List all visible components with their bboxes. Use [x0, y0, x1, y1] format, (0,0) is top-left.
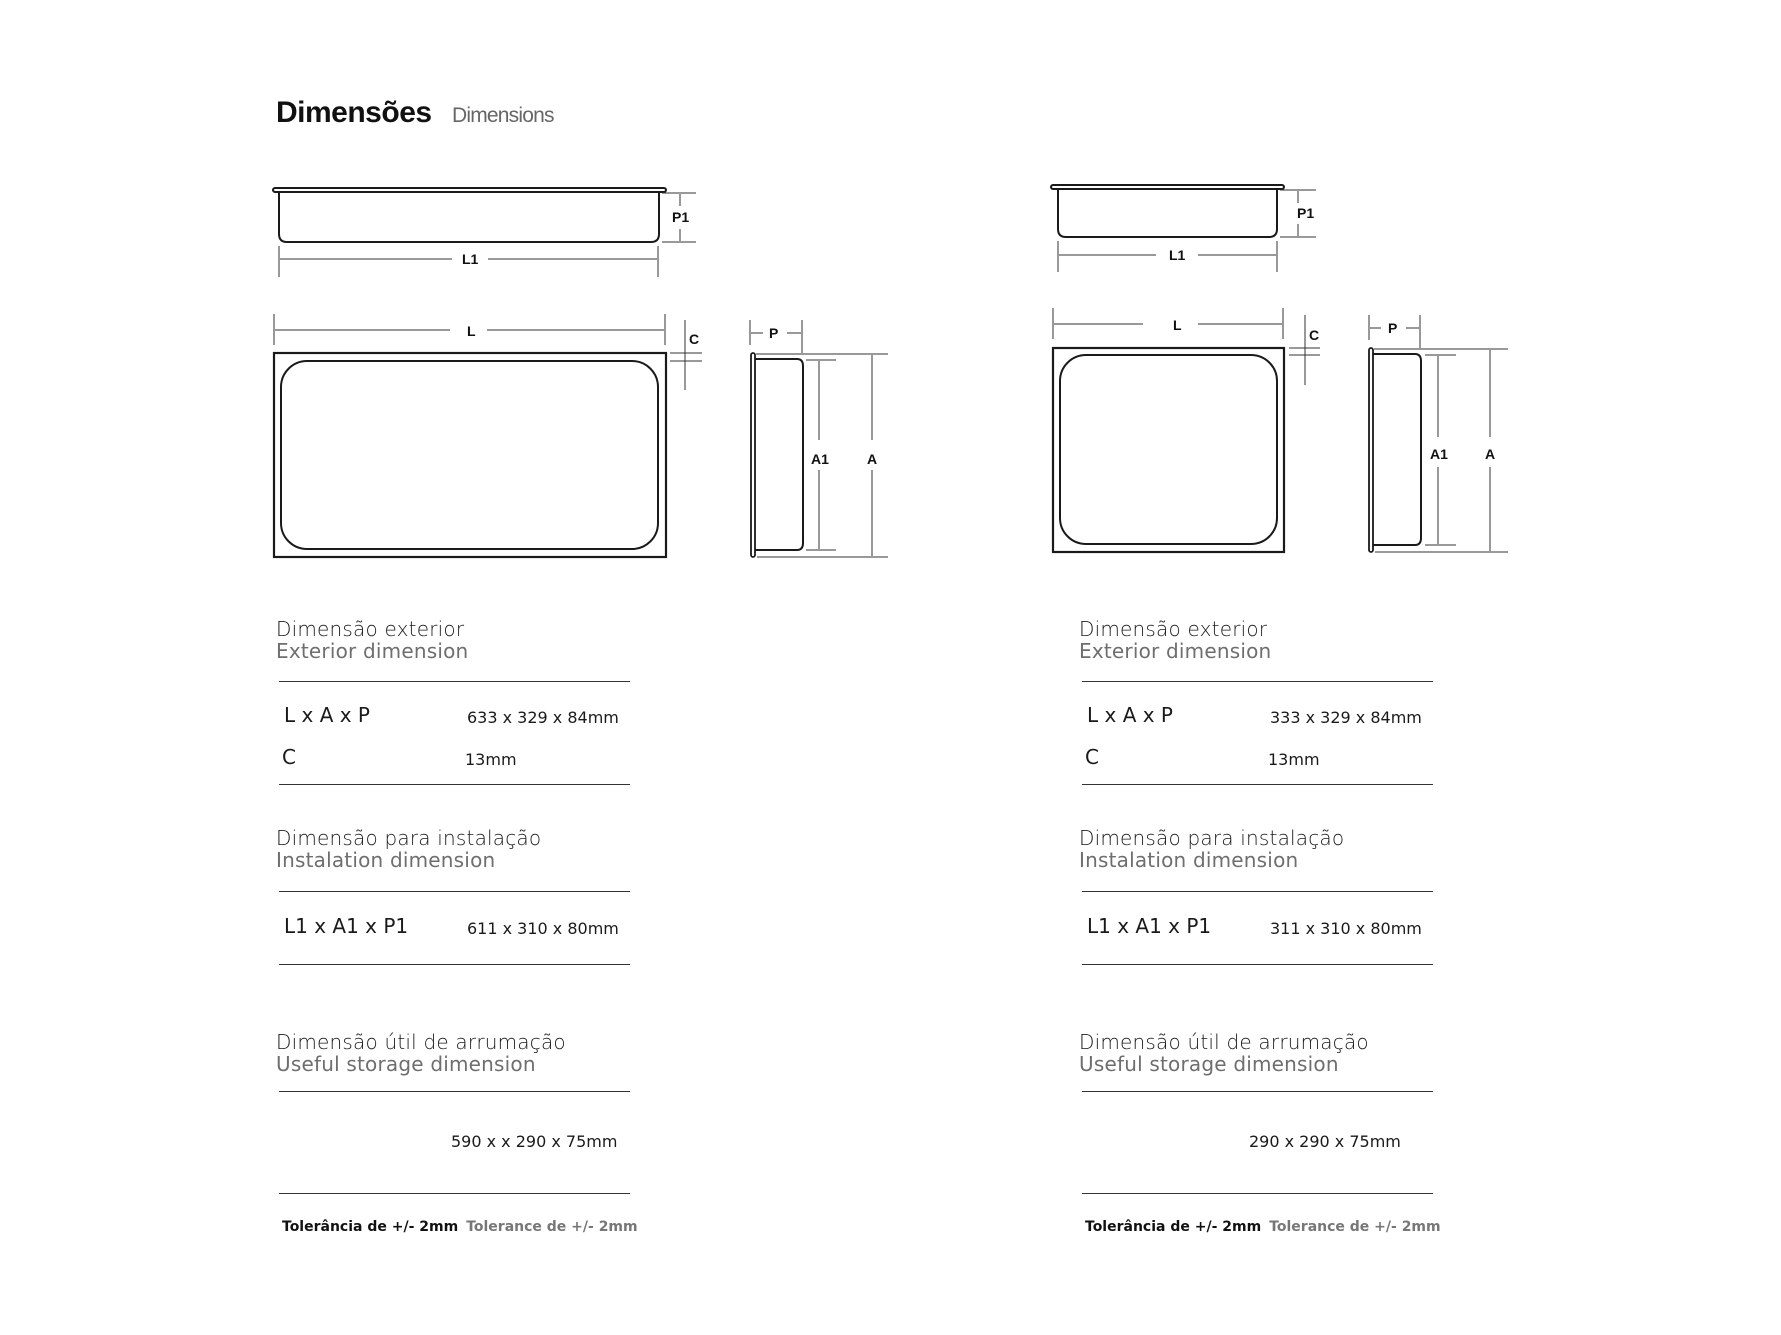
- useful-value: 290 x 290 x 75mm: [1249, 1132, 1401, 1151]
- useful-value: 590 x x 290 x 75mm: [451, 1132, 618, 1151]
- right-label-l1: L1: [1169, 247, 1186, 263]
- left-side-view: [750, 320, 888, 557]
- tolerance-en: Tolerance de +/- 2mm: [1269, 1219, 1441, 1235]
- divider: [1082, 784, 1433, 785]
- exterior-title: Dimensão exterior: [1079, 617, 1268, 641]
- tolerance-pt: Tolerância de +/- 2mm: [1085, 1219, 1262, 1235]
- left-label-p1: P1: [672, 209, 690, 225]
- installation-subtitle: Instalation dimension: [1079, 848, 1299, 872]
- right-top-view: [1053, 308, 1320, 552]
- tolerance-note: [282, 1219, 638, 1235]
- divider: [279, 784, 630, 785]
- exterior-row-value: 333 x 329 x 84mm: [1270, 708, 1422, 727]
- right-front-view: [1051, 185, 1316, 272]
- left-label-l: L: [467, 323, 476, 339]
- exterior-row-value: 13mm: [465, 750, 517, 769]
- tolerance-pt: Tolerância de +/- 2mm: [282, 1219, 459, 1235]
- installation-subtitle: Instalation dimension: [276, 848, 496, 872]
- tolerance-en: Tolerance de +/- 2mm: [466, 1219, 638, 1235]
- divider: [279, 1193, 630, 1194]
- right-label-c: C: [1309, 327, 1320, 343]
- installation-row-label: L1 x A1 x P1: [1087, 914, 1212, 938]
- exterior-subtitle: Exterior dimension: [1079, 639, 1272, 663]
- useful-subtitle: Useful storage dimension: [1079, 1052, 1339, 1076]
- exterior-row-label: L x A x P: [284, 703, 370, 727]
- left-label-c: C: [689, 331, 700, 347]
- installation-row-value: 311 x 310 x 80mm: [1270, 919, 1422, 938]
- exterior-row-label: C: [1085, 745, 1099, 769]
- right-label-a1: A1: [1430, 446, 1448, 462]
- divider: [1082, 1091, 1433, 1092]
- right-side-view: [1369, 315, 1508, 552]
- left-label-a: A: [867, 451, 878, 467]
- exterior-subtitle: Exterior dimension: [276, 639, 469, 663]
- installation-row-label: L1 x A1 x P1: [284, 914, 409, 938]
- useful-subtitle: Useful storage dimension: [276, 1052, 536, 1076]
- installation-title: Dimensão para instalação: [1079, 826, 1345, 850]
- divider: [279, 1091, 630, 1092]
- left-top-view: [274, 314, 702, 557]
- divider: [1082, 891, 1433, 892]
- exterior-title: Dimensão exterior: [276, 617, 465, 641]
- divider: [279, 964, 630, 965]
- left-label-a1: A1: [811, 451, 829, 467]
- divider: [1082, 681, 1433, 682]
- exterior-row-value: 13mm: [1268, 750, 1320, 769]
- right-label-a: A: [1485, 446, 1496, 462]
- installation-title: Dimensão para instalação: [276, 826, 542, 850]
- right-label-p1: P1: [1297, 205, 1315, 221]
- left-label-p: P: [769, 325, 779, 341]
- page-title: Dimensões: [276, 96, 432, 129]
- divider: [1082, 1193, 1433, 1194]
- exterior-row-label: C: [282, 745, 296, 769]
- right-label-p: P: [1388, 320, 1398, 336]
- divider: [279, 891, 630, 892]
- right-label-l: L: [1173, 317, 1182, 333]
- useful-title: Dimensão útil de arrumação: [276, 1030, 566, 1054]
- left-label-l1: L1: [462, 251, 479, 267]
- useful-title: Dimensão útil de arrumação: [1079, 1030, 1369, 1054]
- divider: [279, 681, 630, 682]
- installation-row-value: 611 x 310 x 80mm: [467, 919, 619, 938]
- divider: [1082, 964, 1433, 965]
- tolerance-note: [1085, 1219, 1441, 1235]
- page-subtitle: Dimensions: [452, 104, 554, 127]
- exterior-row-value: 633 x 329 x 84mm: [467, 708, 619, 727]
- exterior-row-label: L x A x P: [1087, 703, 1173, 727]
- left-front-view: [273, 188, 696, 277]
